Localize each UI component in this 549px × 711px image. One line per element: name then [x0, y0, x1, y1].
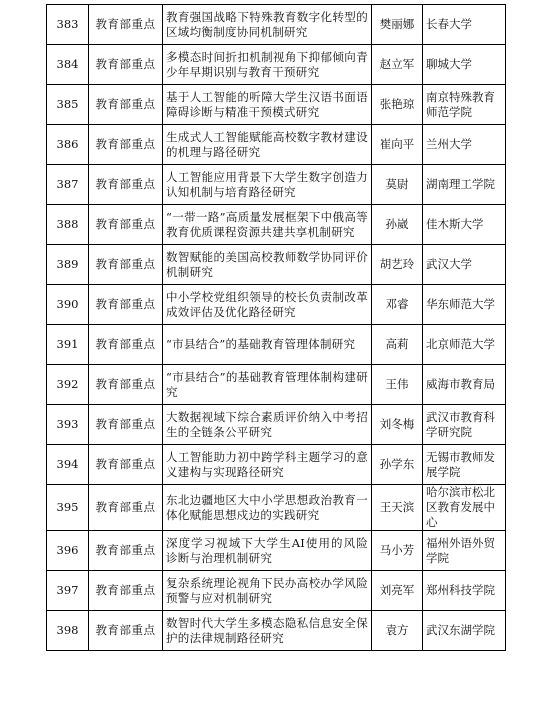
project-organization: 北京师范大学: [423, 325, 506, 365]
project-title: 基于人工智能的听障大学生汉语书面语障碍诊断与精准干预模式研究: [163, 85, 372, 125]
project-title: 东北边疆地区大中小学思想政治教育一体化赋能思想戍边的实践研究: [163, 485, 372, 531]
table-row: [47, 445, 506, 485]
row-number: 392: [47, 365, 89, 405]
project-title: “一带一路”高质量发展框架下中俄高等教育优质课程资源共建共享机制研究: [163, 205, 372, 245]
table-row: [47, 125, 506, 165]
row-number: 387: [47, 165, 89, 205]
project-category: 教育部重点: [89, 531, 163, 571]
project-title: 大数据视域下综合素质评价纳入中考招生的全链条公平研究: [163, 405, 372, 445]
project-organization: 无锡市教师发展学院: [423, 445, 506, 485]
table-row: [47, 205, 506, 245]
project-category: 教育部重点: [89, 445, 163, 485]
row-number: 390: [47, 285, 89, 325]
project-leader: 刘冬梅: [372, 405, 423, 445]
project-table: [46, 4, 506, 651]
project-leader: 邓睿: [372, 285, 423, 325]
row-number: 386: [47, 125, 89, 165]
project-leader: 莫尉: [372, 165, 423, 205]
project-leader: 王天滨: [372, 485, 423, 531]
project-category: 教育部重点: [89, 571, 163, 611]
project-category: 教育部重点: [89, 125, 163, 165]
project-organization: 郑州科技学院: [423, 571, 506, 611]
table-row: [47, 245, 506, 285]
row-number: 389: [47, 245, 89, 285]
project-organization: 华东师范大学: [423, 285, 506, 325]
project-category: 教育部重点: [89, 85, 163, 125]
project-title: “市县结合”的基础教育管理体制研究: [163, 325, 372, 365]
project-category: 教育部重点: [89, 485, 163, 531]
project-leader: 崔向平: [372, 125, 423, 165]
row-number: 385: [47, 85, 89, 125]
project-category: 教育部重点: [89, 45, 163, 85]
row-number: 397: [47, 571, 89, 611]
project-category: 教育部重点: [89, 5, 163, 45]
project-organization: 聊城大学: [423, 45, 506, 85]
project-organization: 威海市教育局: [423, 365, 506, 405]
row-number: 391: [47, 325, 89, 365]
project-leader: 樊丽娜: [372, 5, 423, 45]
project-leader: 袁方: [372, 611, 423, 651]
project-organization: 哈尔滨市松北区教育发展中心: [423, 485, 506, 531]
project-leader: 胡艺玲: [372, 245, 423, 285]
project-organization: 南京特殊教育师范学院: [423, 85, 506, 125]
row-number: 394: [47, 445, 89, 485]
project-category: 教育部重点: [89, 325, 163, 365]
table-row: [47, 611, 506, 651]
project-organization: 武汉东湖学院: [423, 611, 506, 651]
project-organization: 长春大学: [423, 5, 506, 45]
project-category: 教育部重点: [89, 611, 163, 651]
project-leader: 孙学东: [372, 445, 423, 485]
project-category: 教育部重点: [89, 285, 163, 325]
row-number: 388: [47, 205, 89, 245]
project-category: 教育部重点: [89, 165, 163, 205]
project-organization: 兰州大学: [423, 125, 506, 165]
row-number: 395: [47, 485, 89, 531]
project-title: 生成式人工智能赋能高校数字教材建设的机理与路径研究: [163, 125, 372, 165]
table-row: [47, 85, 506, 125]
row-number: 398: [47, 611, 89, 651]
project-leader: 孙崴: [372, 205, 423, 245]
project-title: 人工智能助力初中跨学科主题学习的意义建构与实现路径研究: [163, 445, 372, 485]
table-row: [47, 165, 506, 205]
project-leader: 赵立军: [372, 45, 423, 85]
project-title: 数智时代大学生多模态隐私信息安全保护的法律规制路径研究: [163, 611, 372, 651]
project-organization: 湖南理工学院: [423, 165, 506, 205]
table-body: [47, 5, 506, 651]
project-title: 复杂系统理论视角下民办高校办学风险预警与应对机制研究: [163, 571, 372, 611]
project-leader: 马小芳: [372, 531, 423, 571]
table-row: [47, 285, 506, 325]
project-title: 中小学校党组织领导的校长负责制改革成效评估及优化路径研究: [163, 285, 372, 325]
project-leader: 刘亮军: [372, 571, 423, 611]
table-row: [47, 571, 506, 611]
table-row: [47, 45, 506, 85]
table-row: [47, 365, 506, 405]
project-leader: 高莉: [372, 325, 423, 365]
project-organization: 武汉市教育科学研究院: [423, 405, 506, 445]
row-number: 396: [47, 531, 89, 571]
project-title: 深度学习视域下大学生AI使用的风险诊断与治理机制研究: [163, 531, 372, 571]
table-row: [47, 5, 506, 45]
project-organization: 武汉大学: [423, 245, 506, 285]
project-organization: 福州外语外贸学院: [423, 531, 506, 571]
table-row: [47, 405, 506, 445]
table-row: [47, 325, 506, 365]
project-category: 教育部重点: [89, 405, 163, 445]
project-category: 教育部重点: [89, 365, 163, 405]
table-row: [47, 531, 506, 571]
project-title: “市县结合”的基础教育管理体制构建研究: [163, 365, 372, 405]
project-category: 教育部重点: [89, 205, 163, 245]
project-leader: 张艳琼: [372, 85, 423, 125]
project-organization: 佳木斯大学: [423, 205, 506, 245]
project-title: 教育强国战略下特殊教育数字化转型的区域均衡制度协同机制研究: [163, 5, 372, 45]
project-title: 人工智能应用背景下大学生数字创造力认知机制与培育路径研究: [163, 165, 372, 205]
project-leader: 王伟: [372, 365, 423, 405]
project-category: 教育部重点: [89, 245, 163, 285]
row-number: 393: [47, 405, 89, 445]
project-title: 多模态时间折扣机制视角下抑郁倾向青少年早期识别与教育干预研究: [163, 45, 372, 85]
project-title: 数智赋能的美国高校教师数学协同评价机制研究: [163, 245, 372, 285]
row-number: 384: [47, 45, 89, 85]
table-row: [47, 485, 506, 531]
row-number: 383: [47, 5, 89, 45]
